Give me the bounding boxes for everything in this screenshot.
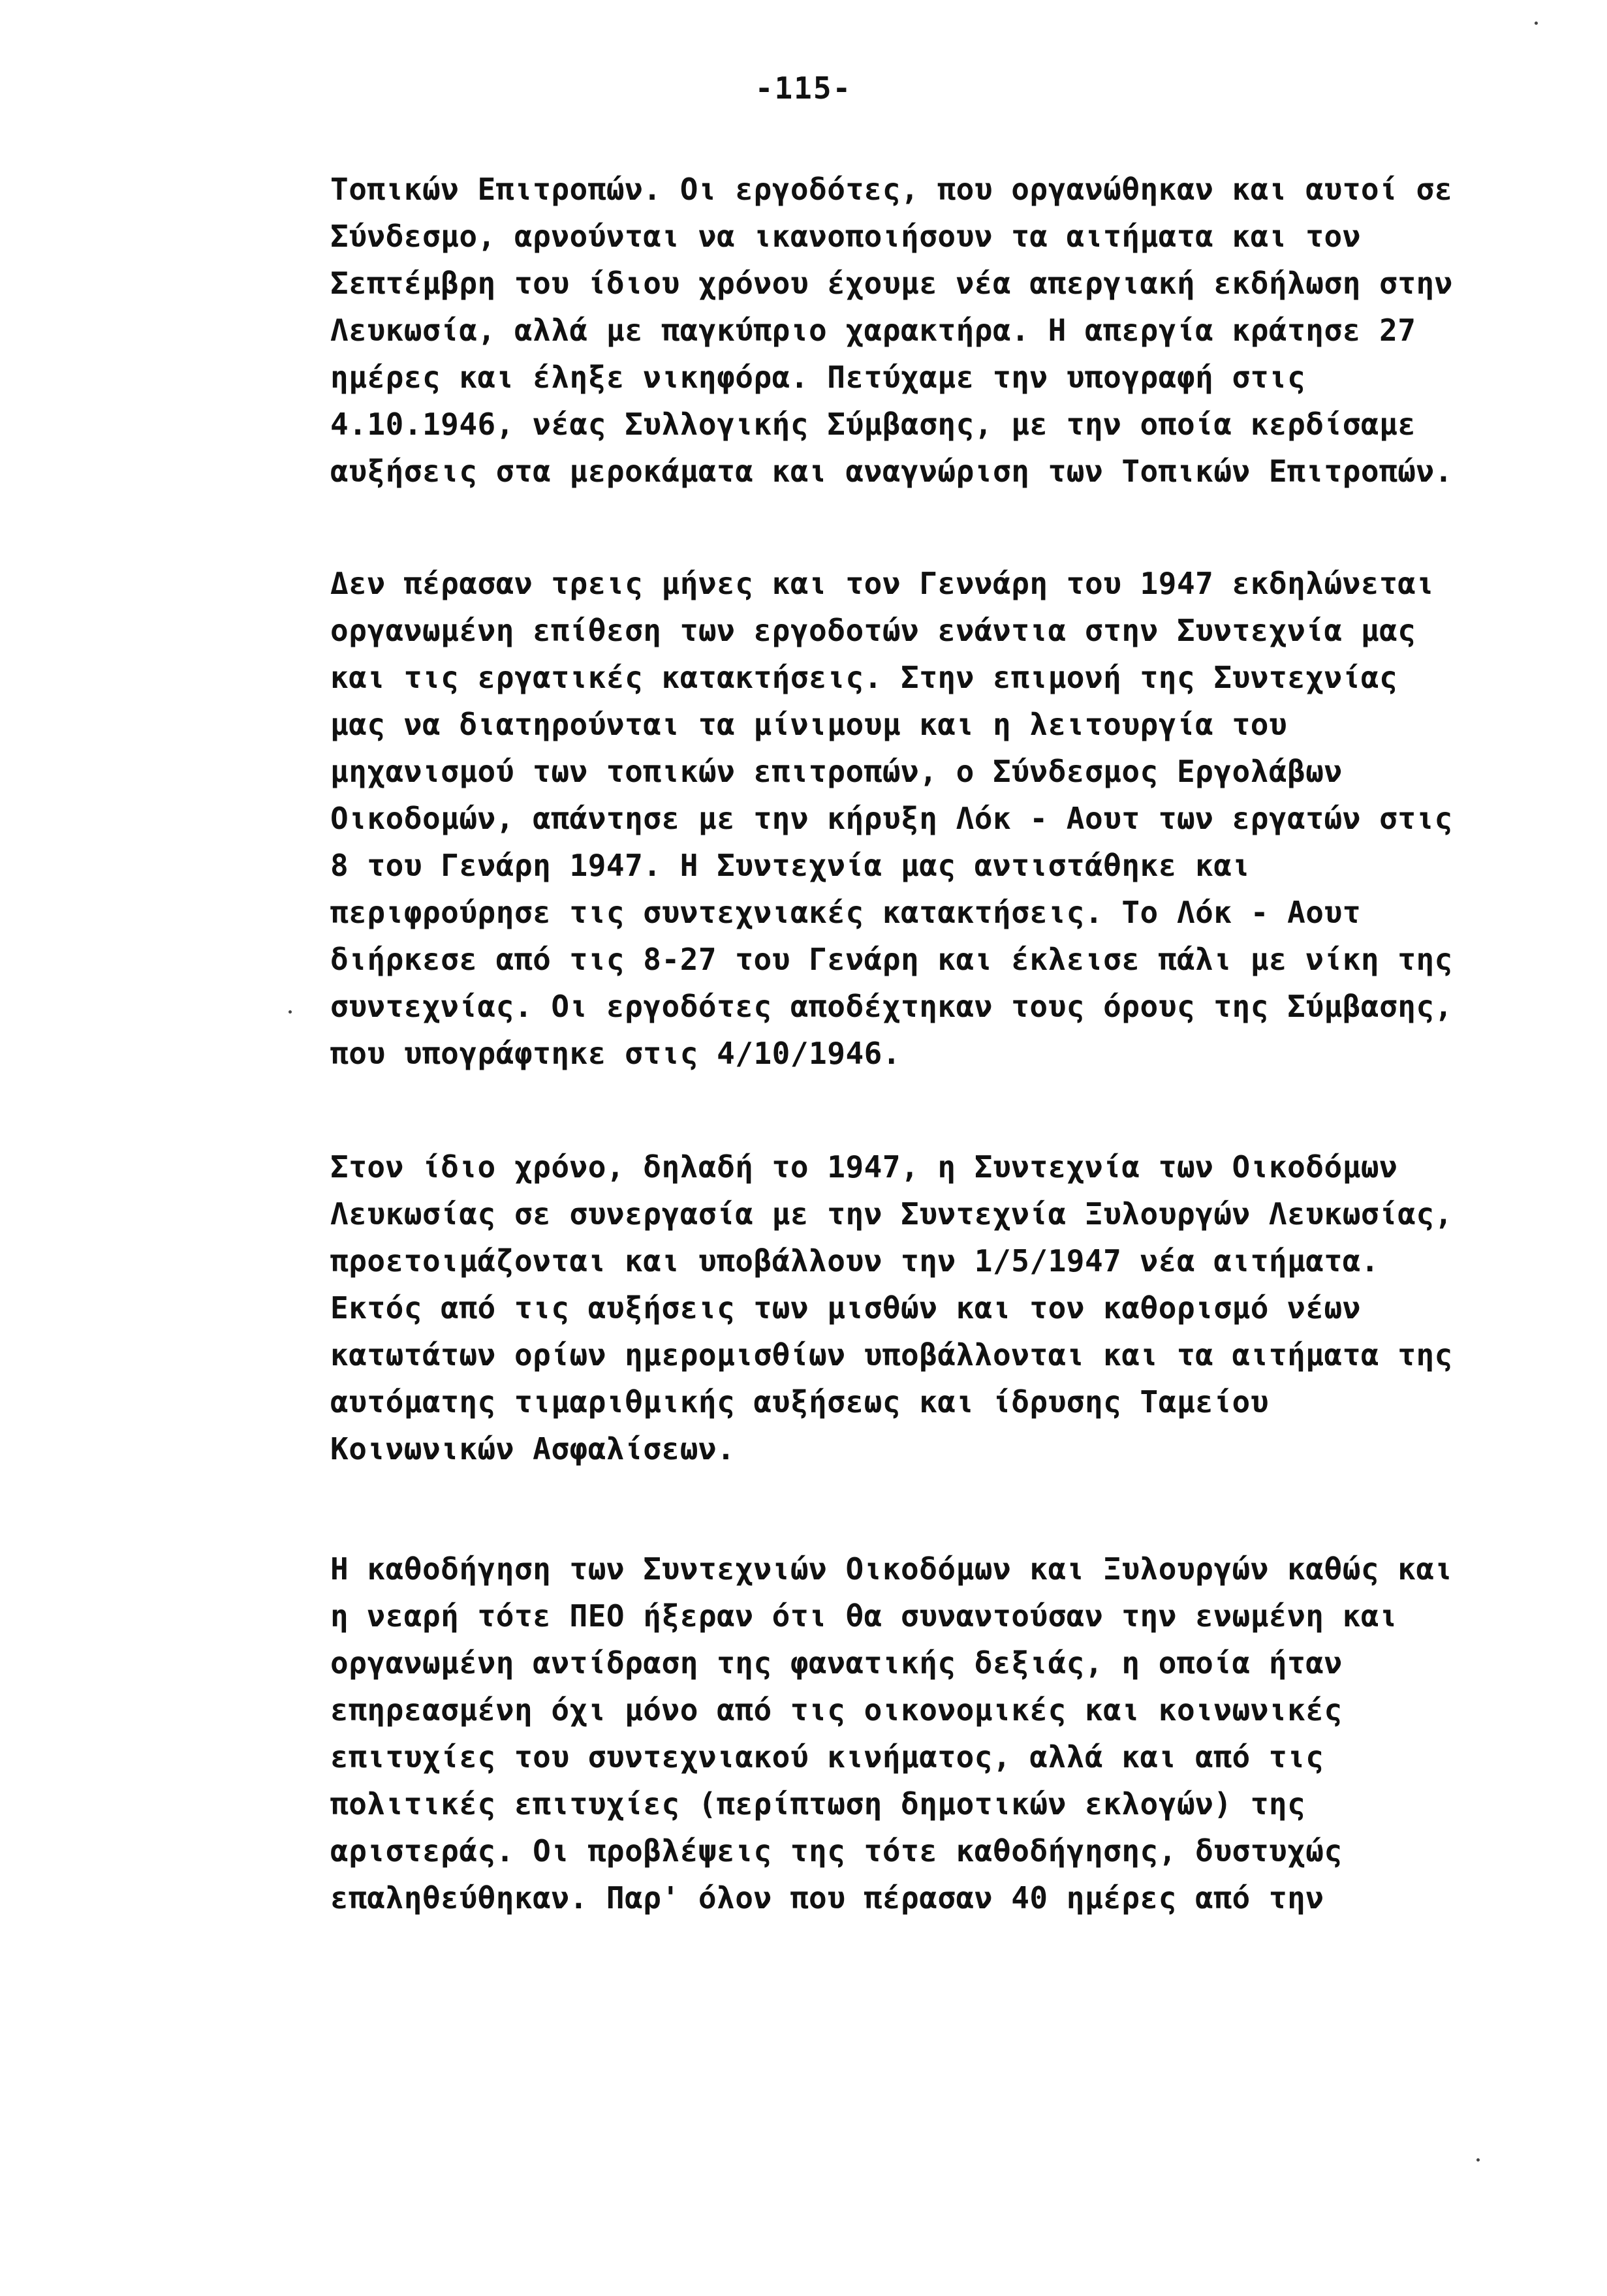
text-line: που υπογράφτηκε στις 4/10/1946. xyxy=(330,1036,901,1071)
text-line: επηρεασμένη όχι μόνο από τις οικονομικές και κοινωνικές xyxy=(330,1692,1343,1728)
text-line: οργανωμένη επίθεση των εργοδοτών ενάντια στην Συντεχνία μας xyxy=(330,613,1416,648)
text-line: περιφρούρησε τις συντεχνιακές κατακτήσεις. Το Λόκ - Αουτ xyxy=(330,895,1361,930)
text-line: 4.10.1946, νέας Συλλογικής Σύμβασης, με την οποία κερδίσαμε xyxy=(330,407,1416,442)
text-line: Δεν πέρασαν τρεις μήνες και τον Γεννάρη του 1947 εκδηλώνεται xyxy=(330,566,1435,601)
text-line: προετοιμάζονται και υποβάλλουν την 1/5/1947 νέα αιτήματα. xyxy=(330,1243,1380,1279)
paragraph-4 xyxy=(330,1545,1453,1921)
text-line: μας να διατηρούνται τα μίνιμουμ και η λειτουργία του xyxy=(330,707,1288,742)
scan-speck xyxy=(1535,22,1538,25)
text-line: οργανωμένη αντίδραση της φανατικής δεξιάς, η οποία ήταν xyxy=(330,1645,1343,1681)
text-line: Στον ίδιο χρόνο, δηλαδή το 1947, η Συντεχνία των Οικοδόμων xyxy=(330,1149,1398,1185)
paragraph-2 xyxy=(330,560,1453,1077)
text-line: 8 του Γενάρη 1947. Η Συντεχνία μας αντιστάθηκε και xyxy=(330,848,1251,883)
text-line: η νεαρή τότε ΠΕΟ ήξεραν ότι θα συναντούσαν την ενωμένη και xyxy=(330,1598,1398,1634)
text-line: επαληθεύθηκαν. Παρ' όλον που πέρασαν 40 ημέρες από την xyxy=(330,1880,1324,1916)
text-line: Οικοδομών, απάντησε με την κήρυξη Λόκ - Αουτ των εργατών στις xyxy=(330,801,1453,836)
paragraph-3 xyxy=(330,1143,1453,1472)
text-line: Λευκωσίας σε συνεργασία με την Συντεχνία Ξυλουργών Λευκωσίας, xyxy=(330,1196,1453,1232)
text-line: μηχανισμού των τοπικών επιτροπών, ο Σύνδεσμος Εργολάβων xyxy=(330,754,1343,789)
scan-speck xyxy=(1476,2158,1480,2162)
text-line: και τις εργατικές κατακτήσεις. Στην επιμονή της Συντεχνίας xyxy=(330,660,1398,695)
scan-speck xyxy=(289,1010,292,1014)
paragraph-1 xyxy=(330,166,1453,495)
text-line: κατωτάτων ορίων ημερομισθίων υποβάλλονται και τα αιτήματα της xyxy=(330,1337,1453,1373)
text-line: Σύνδεσμο, αρνούνται να ικανοποιήσουν τα αιτήματα και τον xyxy=(330,219,1361,254)
text-line: Λευκωσία, αλλά με παγκύπριο χαρακτήρα. Η απεργία κράτησε 27 xyxy=(330,313,1416,348)
text-line: αριστεράς. Οι προβλέψεις της τότε καθοδήγησης, δυστυχώς xyxy=(330,1833,1343,1869)
text-line: αυτόματης τιμαριθμικής αυξήσεως και ίδρυσης Ταμείου xyxy=(330,1384,1269,1419)
text-line: ημέρες και έληξε νικηφόρα. Πετύχαμε την υπογραφή στις xyxy=(330,360,1306,395)
text-line: Η καθοδήγηση των Συντεχνιών Οικοδόμων και Ξυλουργών καθώς και xyxy=(330,1551,1453,1587)
text-line: Σεπτέμβρη του ίδιου χρόνου έχουμε νέα απεργιακή εκδήλωση στην xyxy=(330,266,1453,301)
text-line: διήρκεσε από τις 8-27 του Γενάρη και έκλεισε πάλι με νίκη της xyxy=(330,942,1453,977)
text-line: Τοπικών Επιτροπών. Οι εργοδότες, που οργανώθηκαν και αυτοί σε xyxy=(330,172,1453,207)
text-line: επιτυχίες του συντεχνιακού κινήματος, αλλά και από τις xyxy=(330,1739,1324,1775)
text-line: αυξήσεις στα μεροκάματα και αναγνώριση των Τοπικών Επιτροπών. xyxy=(330,454,1453,489)
text-line: συντεχνίας. Οι εργοδότες αποδέχτηκαν τους όρους της Σύμβασης, xyxy=(330,989,1453,1024)
text-line: Κοινωνικών Ασφαλίσεων. xyxy=(330,1431,736,1466)
page-number: -115- xyxy=(755,70,852,106)
text-line: πολιτικές επιτυχίες (περίπτωση δημοτικών εκλογών) της xyxy=(330,1786,1306,1822)
text-line: Εκτός από τις αυξήσεις των μισθών και τον καθορισμό νέων xyxy=(330,1290,1361,1326)
